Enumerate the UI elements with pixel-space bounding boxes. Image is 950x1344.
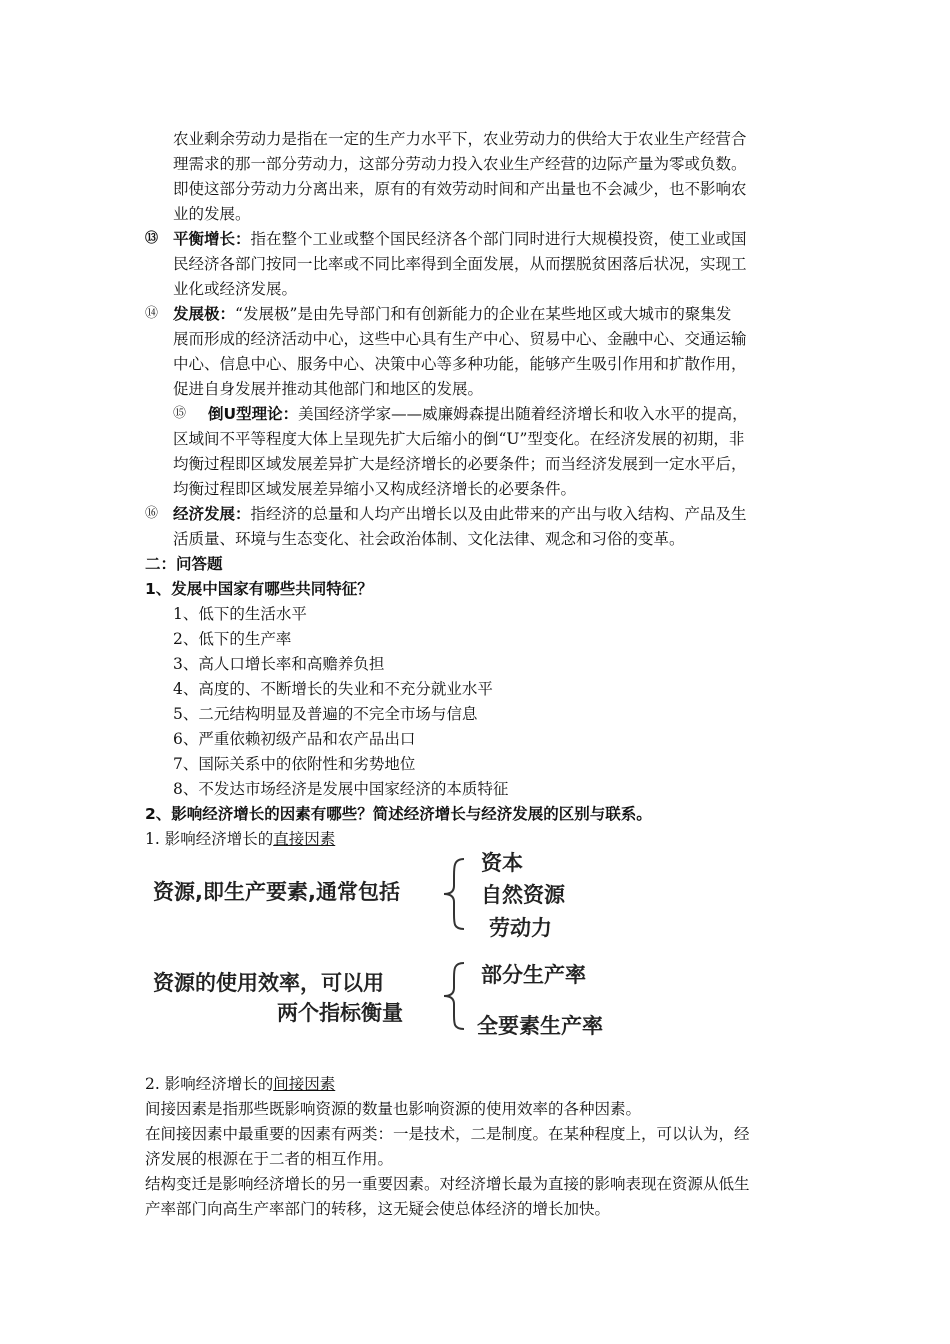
indirect-factors-term: 间接因素 xyxy=(273,1075,336,1093)
direct-factors-heading xyxy=(145,829,335,849)
definition-line: 区域间不平等程度大体上呈现先扩大后缩小的倒“U”型变化。在经济发展的初期，非 xyxy=(173,430,745,448)
definition-line: 均衡过程即区域发展差异扩大是经济增长的必要条件；而当经济发展到一定水平后， xyxy=(173,455,747,473)
definition-marker: ⑭ xyxy=(145,306,159,321)
factor-capital: 资本 xyxy=(481,851,523,875)
indirect-factors-heading xyxy=(145,1074,335,1094)
definition-term: 发展极： xyxy=(173,305,236,323)
indirect-line: 在间接因素中最重要的因素有两类：一是技术，二是制度。在某种程度上，可以认为，经 xyxy=(145,1125,750,1143)
definition-marker: ⑯ xyxy=(145,506,159,521)
list-item: 5、二元结构明显及普遍的不完全市场与信息 xyxy=(173,705,478,723)
surplus-labor-line-2: 理需求的那一部分劳动力，这部分劳动力投入农业生产经营的边际产量为零或负数。 xyxy=(173,155,747,173)
list-item: 3、高人口增长率和高赡养负担 xyxy=(173,655,385,673)
resources-label: 资源,即生产要素,通常包括 xyxy=(153,880,400,904)
definition-marker: ⑮ xyxy=(173,406,187,421)
surplus-labor-line-4: 业的发展。 xyxy=(173,205,251,223)
definition-term: 倒U型理论： xyxy=(208,405,299,423)
definition-line: 活质量、环境与生态变化、社会政治体制、文化法律、观念和习俗的变革。 xyxy=(173,530,685,548)
definition-balanced-growth xyxy=(173,229,747,249)
definition-term: 经济发展： xyxy=(173,505,251,523)
direct-factors-prefix: 1. 影响经济增长的 xyxy=(145,830,274,848)
indirect-line: 间接因素是指那些既影响资源的数量也影响资源的使用效率的各种因素。 xyxy=(145,1100,642,1118)
definition-line: 均衡过程即区域发展差异缩小又构成经济增长的必要条件。 xyxy=(173,480,577,498)
brace-icon xyxy=(440,856,470,932)
definition-text: 美国经济学家——威廉姆森提出随着经济增长和收入水平的提高， xyxy=(298,405,748,423)
efficiency-label-line-1: 资源的使用效率，可以用 xyxy=(153,971,384,995)
definition-line: 中心、信息中心、服务中心、决策中心等多种功能，能够产生吸引作用和扩散作用， xyxy=(173,355,747,373)
surplus-labor-line-1: 农业剩余劳动力是指在一定的生产力水平下，农业劳动力的供给大于农业生产经营合 xyxy=(173,130,747,148)
definition-economic-development xyxy=(173,504,747,524)
indirect-line: 济发展的根源在于二者的相互作用。 xyxy=(145,1150,394,1168)
indirect-factors-prefix: 2. 影响经济增长的 xyxy=(145,1075,274,1093)
definition-term: 平衡增长： xyxy=(173,230,251,248)
list-item: 6、严重依赖初级产品和农产品出口 xyxy=(173,730,416,748)
list-item: 4、高度的、不断增长的失业和不充分就业水平 xyxy=(173,680,493,698)
partial-productivity: 部分生产率 xyxy=(481,963,586,987)
definition-text: “发展极”是由先导部门和有创新能力的企业在某些地区或大城市的聚集发 xyxy=(235,305,732,323)
definition-text: 指经济的总量和人均产出增长以及由此带来的产出与收入结构、产品及生 xyxy=(250,505,747,523)
list-item: 1、低下的生活水平 xyxy=(173,605,307,623)
efficiency-label-line-2: 两个指标衡量 xyxy=(277,1001,403,1025)
definition-inverted-u xyxy=(208,404,748,424)
list-item: 7、国际关系中的依附性和劣势地位 xyxy=(173,755,416,773)
surplus-labor-line-3: 即使这部分劳动力分离出来，原有的有效劳动时间和产出量也不会减少，也不影响农 xyxy=(173,180,747,198)
direct-factors-term: 直接因素 xyxy=(273,830,336,848)
definition-growth-pole xyxy=(173,304,731,324)
indirect-line: 产率部门向高生产率部门的转移，这无疑会使总体经济的增长加快。 xyxy=(145,1200,611,1218)
indirect-line: 结构变迁是影响经济增长的另一重要因素。对经济增长最为直接的影响表现在资源从低生 xyxy=(145,1175,750,1193)
list-item: 8、不发达市场经济是发展中国家经济的本质特征 xyxy=(173,780,509,798)
definition-line: 促进自身发展并推动其他部门和地区的发展。 xyxy=(173,380,484,398)
question-1-title: 1、发展中国家有哪些共同特征？ xyxy=(145,580,373,598)
total-factor-productivity: 全要素生产率 xyxy=(477,1014,603,1038)
definition-line: 民经济各部门按同一比率或不同比率得到全面发展，从而摆脱贫困落后状况，实现工 xyxy=(173,255,747,273)
question-2-title: 2、影响经济增长的因素有哪些？简述经济增长与经济发展的区别与联系。 xyxy=(145,805,652,823)
section-title: 二：问答题 xyxy=(145,555,223,573)
factor-labor: 劳动力 xyxy=(489,916,552,940)
list-item: 2、低下的生产率 xyxy=(173,630,292,648)
factor-natural-resources: 自然资源 xyxy=(481,883,565,907)
definition-marker: ⑬ xyxy=(145,231,159,246)
definition-line: 业化或经济发展。 xyxy=(173,280,298,298)
brace-icon xyxy=(440,960,470,1032)
definition-line: 展而形成的经济活动中心，这些中心具有生产中心、贸易中心、金融中心、交通运输 xyxy=(173,330,747,348)
definition-text: 指在整个工业或整个国民经济各个部门同时进行大规模投资，使工业或国 xyxy=(250,230,747,248)
